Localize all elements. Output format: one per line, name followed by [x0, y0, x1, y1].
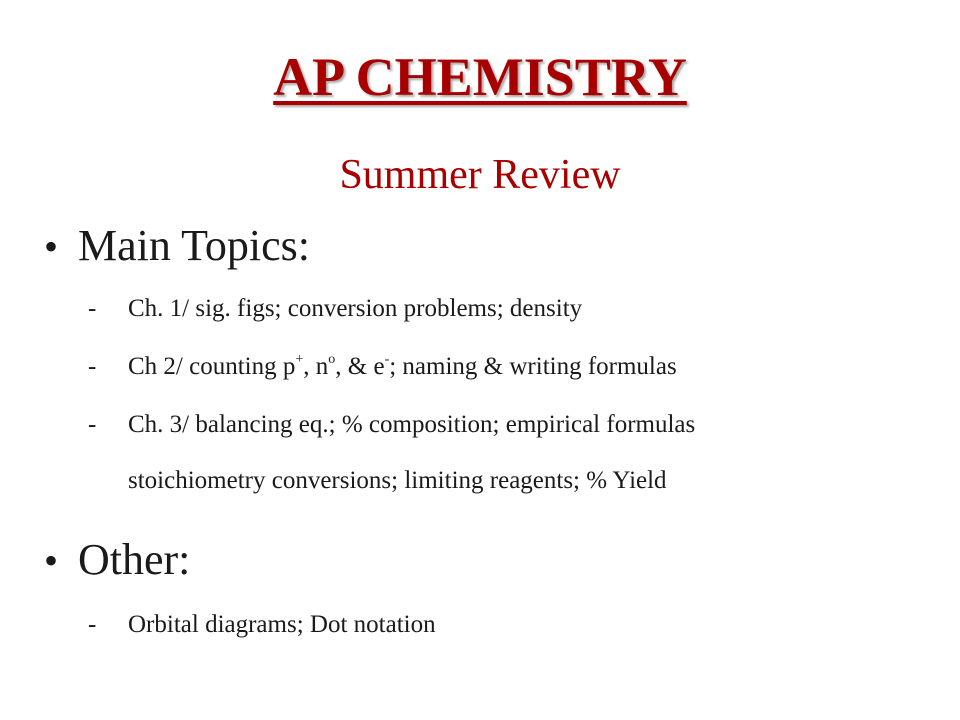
- dash-icon: -: [88, 295, 97, 322]
- bullet-icon: •: [44, 224, 59, 269]
- other-heading: [44, 536, 190, 584]
- other-heading-label: Other:: [78, 535, 191, 584]
- list-item-text: Ch. 3/ balancing eq.; % composition; empirical formulas: [128, 411, 696, 438]
- dash-icon: -: [88, 611, 97, 638]
- list-item-ch1: [88, 294, 582, 324]
- neutron-superscript: o: [328, 351, 336, 367]
- bullet-icon: •: [44, 538, 59, 583]
- dash-icon: -: [88, 411, 97, 438]
- main-topics-heading-label: Main Topics:: [78, 221, 310, 270]
- dash-icon: -: [88, 353, 97, 380]
- list-item-ch3: [88, 410, 695, 440]
- main-topics-heading: [44, 222, 310, 270]
- slide-title: AP CHEMISTRY: [273, 47, 687, 107]
- list-item-text-part: , & e: [335, 353, 385, 380]
- list-item-ch3-continuation: stoichiometry conversions; limiting reagents; % Yield: [128, 467, 667, 494]
- list-item-text-part: , n: [303, 353, 329, 380]
- electron-superscript: -: [384, 351, 390, 367]
- list-item-text: Ch. 1/ sig. figs; conversion problems; density: [128, 295, 583, 322]
- list-item-text: Orbital diagrams; Dot notation: [128, 611, 436, 638]
- list-item-orbitals: [88, 610, 436, 640]
- list-item-ch2: [88, 352, 677, 382]
- list-item-text-part: ; naming & writing formulas: [389, 353, 677, 380]
- slide-subtitle: Summer Review: [339, 152, 621, 198]
- proton-superscript: +: [295, 351, 304, 367]
- list-item-text-part: Ch 2/ counting p: [128, 353, 296, 380]
